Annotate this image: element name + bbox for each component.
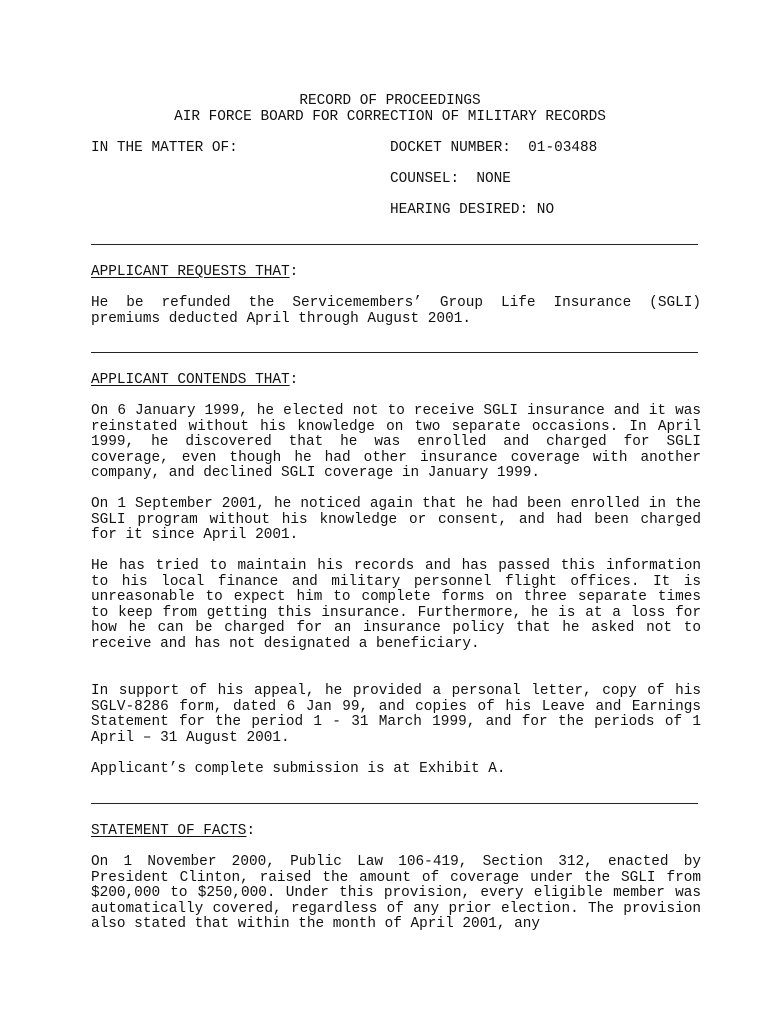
contends-heading-text: APPLICANT CONTENDS THAT	[91, 372, 290, 388]
facts-heading-colon: :	[246, 823, 256, 839]
section-divider	[91, 352, 698, 353]
requests-heading-text: APPLICANT REQUESTS THAT	[91, 264, 290, 280]
counsel: COUNSEL: NONE	[390, 171, 511, 187]
contends-paragraph: He has tried to maintain his records and has passed this information to his local finance and military personnel flight offices. It is unreasonable to expect him to complete forms on three separate times to keep from getting this insurance. Furthermore, he is at a loss for how he can be charged for an insurance policy that he asked not to receive and has not designated a beneficiary.	[91, 558, 701, 652]
requests-heading	[91, 265, 298, 281]
facts-body: On 1 November 2000, Public Law 106-419, Section 312, enacted by President Clinton, raised the amount of coverage under the SGLI from $200,000 to $250,000. Under this provision, every eligible member was automatically covered, regardless of any prior election. The provision also stated that within the month of April 2001, any	[91, 854, 701, 933]
facts-heading-text: STATEMENT OF FACTS	[91, 823, 247, 839]
requests-body: He be refunded the Servicemembers’ Group Life Insurance (SGLI) premiums deducted April through August 2001.	[91, 295, 701, 327]
contends-heading-colon: :	[289, 372, 299, 388]
hearing-desired: HEARING DESIRED: NO	[390, 202, 555, 218]
section-divider	[91, 803, 698, 804]
contends-paragraph: In support of his appeal, he provided a personal letter, copy of his SGLV-8286 form, dated 6 Jan 99, and copies of his Leave and Earnings Statement for the period 1 - 31 March 1999, and for the periods of 1 April – 31 August 2001.	[91, 683, 701, 746]
matter-label: IN THE MATTER OF:	[91, 140, 238, 156]
docket-number: DOCKET NUMBER: 01-03488	[390, 140, 598, 156]
board-name: AIR FORCE BOARD FOR CORRECTION OF MILITARY RECORDS	[174, 109, 606, 125]
contends-paragraph: On 6 January 1999, he elected not to receive SGLI insurance and it was reinstated without his knowledge on two separate occasions. In April 1999, he discovered that he was enrolled and charged for SGLI coverage, even though he had other insurance coverage with another company, and declined SGLI coverage in January 1999.	[91, 403, 701, 482]
requests-heading-colon: :	[289, 264, 299, 280]
contends-paragraph: On 1 September 2001, he noticed again that he had been enrolled in the SGLI program without his knowledge or consent, and had been charged for it since April 2001.	[91, 496, 701, 544]
contends-heading	[91, 373, 298, 389]
document-title: RECORD OF PROCEEDINGS	[299, 93, 481, 109]
facts-heading	[91, 824, 255, 840]
contends-paragraph: Applicant’s complete submission is at Exhibit A.	[91, 761, 506, 777]
section-divider	[91, 244, 698, 245]
